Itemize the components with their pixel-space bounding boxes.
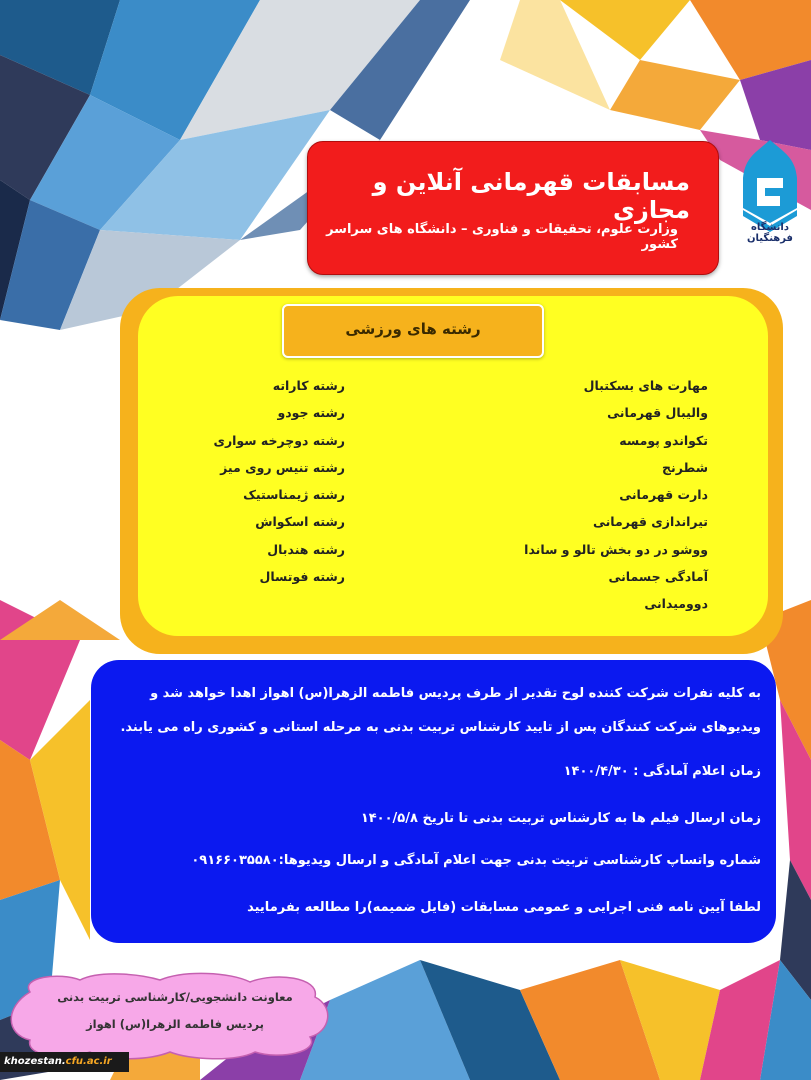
logo-text: دانشگاه فرهنگیان bbox=[747, 222, 793, 244]
list-item: شطرنج bbox=[662, 459, 708, 475]
list-item: مهارت های بسکتبال bbox=[583, 378, 708, 393]
info-line-award: به کلیه نفرات شرکت کننده لوح تقدیر از طرف پردیس فاطمه الزهرا(س) اهواز اهدا خواهد شد و bbox=[150, 686, 761, 701]
list-item: والیبال قهرمانی bbox=[607, 405, 708, 421]
footer-campus-line: پردیس فاطمه الزهرا(س) اهواز bbox=[86, 1017, 264, 1031]
page-subtitle: وزارت علوم، تحقیقات و فناوری – دانشگاه های سراسر کشور bbox=[326, 222, 678, 252]
list-item: آمادگی جسمانی bbox=[608, 569, 708, 585]
info-line-videos: ویدیوهای شرکت کنندگان پس از تایید کارشناس تربیت بدنی به مرحله استانی و کشوری راه می یابند. bbox=[120, 720, 761, 735]
sports-heading: رشته های ورزشی bbox=[345, 320, 481, 338]
footer-office-line: معاونت دانشجویی/کارشناسی تربیت بدنی bbox=[57, 990, 293, 1004]
watermark-domain: cfu.ac.ir bbox=[65, 1056, 112, 1067]
sports-heading-box bbox=[282, 304, 544, 358]
pink-cloud-shape bbox=[0, 972, 350, 1060]
info-rules: لطفا آیین نامه فنی اجرایی و عمومی مسابقات (فایل ضمیمه)را مطالعه بفرمایید bbox=[247, 900, 761, 915]
source-watermark bbox=[0, 1052, 129, 1072]
info-whatsapp: شماره واتساپ کارشناسی تربیت بدنی جهت اعلام آمادگی و ارسال ویدیوها:۰۹۱۶۶۰۳۵۵۸۰ bbox=[191, 853, 761, 868]
list-item: ووشو در دو بخش تالو و ساندا bbox=[524, 541, 708, 557]
list-item: رشته جودو bbox=[277, 405, 345, 421]
list-item: رشته دوچرخه سواری bbox=[213, 432, 345, 448]
page-title: مسابقات قهرمانی آنلاین و مجازی bbox=[372, 168, 690, 224]
watermark-prefix: khozestan. bbox=[4, 1056, 66, 1067]
list-item: تیراندازی قهرمانی bbox=[592, 514, 708, 530]
list-item: رشته فوتسال bbox=[259, 569, 345, 585]
list-item: رشته هندبال bbox=[267, 541, 345, 557]
list-item: رشته ژیمناستیک bbox=[243, 487, 345, 503]
sports-list-left bbox=[165, 372, 345, 590]
info-deadline: زمان ارسال فیلم ها به کارشناس تربیت بدنی تا تاریخ ۱۴۰۰/۵/۸ bbox=[360, 811, 761, 826]
info-announce-date: زمان اعلام آمادگی : ۱۴۰۰/۴/۳۰ bbox=[563, 764, 761, 779]
list-item: رشته تنیس روی میز bbox=[220, 459, 345, 475]
list-item: دوومیدانی bbox=[644, 596, 708, 612]
list-item: رشته کاراته bbox=[272, 378, 345, 393]
list-item: دارت قهرمانی bbox=[619, 487, 708, 503]
title-banner bbox=[307, 141, 719, 275]
list-item: رشته اسکواش bbox=[255, 514, 345, 530]
list-item: تکواندو پومسه bbox=[619, 432, 708, 448]
info-panel bbox=[91, 660, 776, 943]
sports-list-right bbox=[478, 372, 708, 618]
